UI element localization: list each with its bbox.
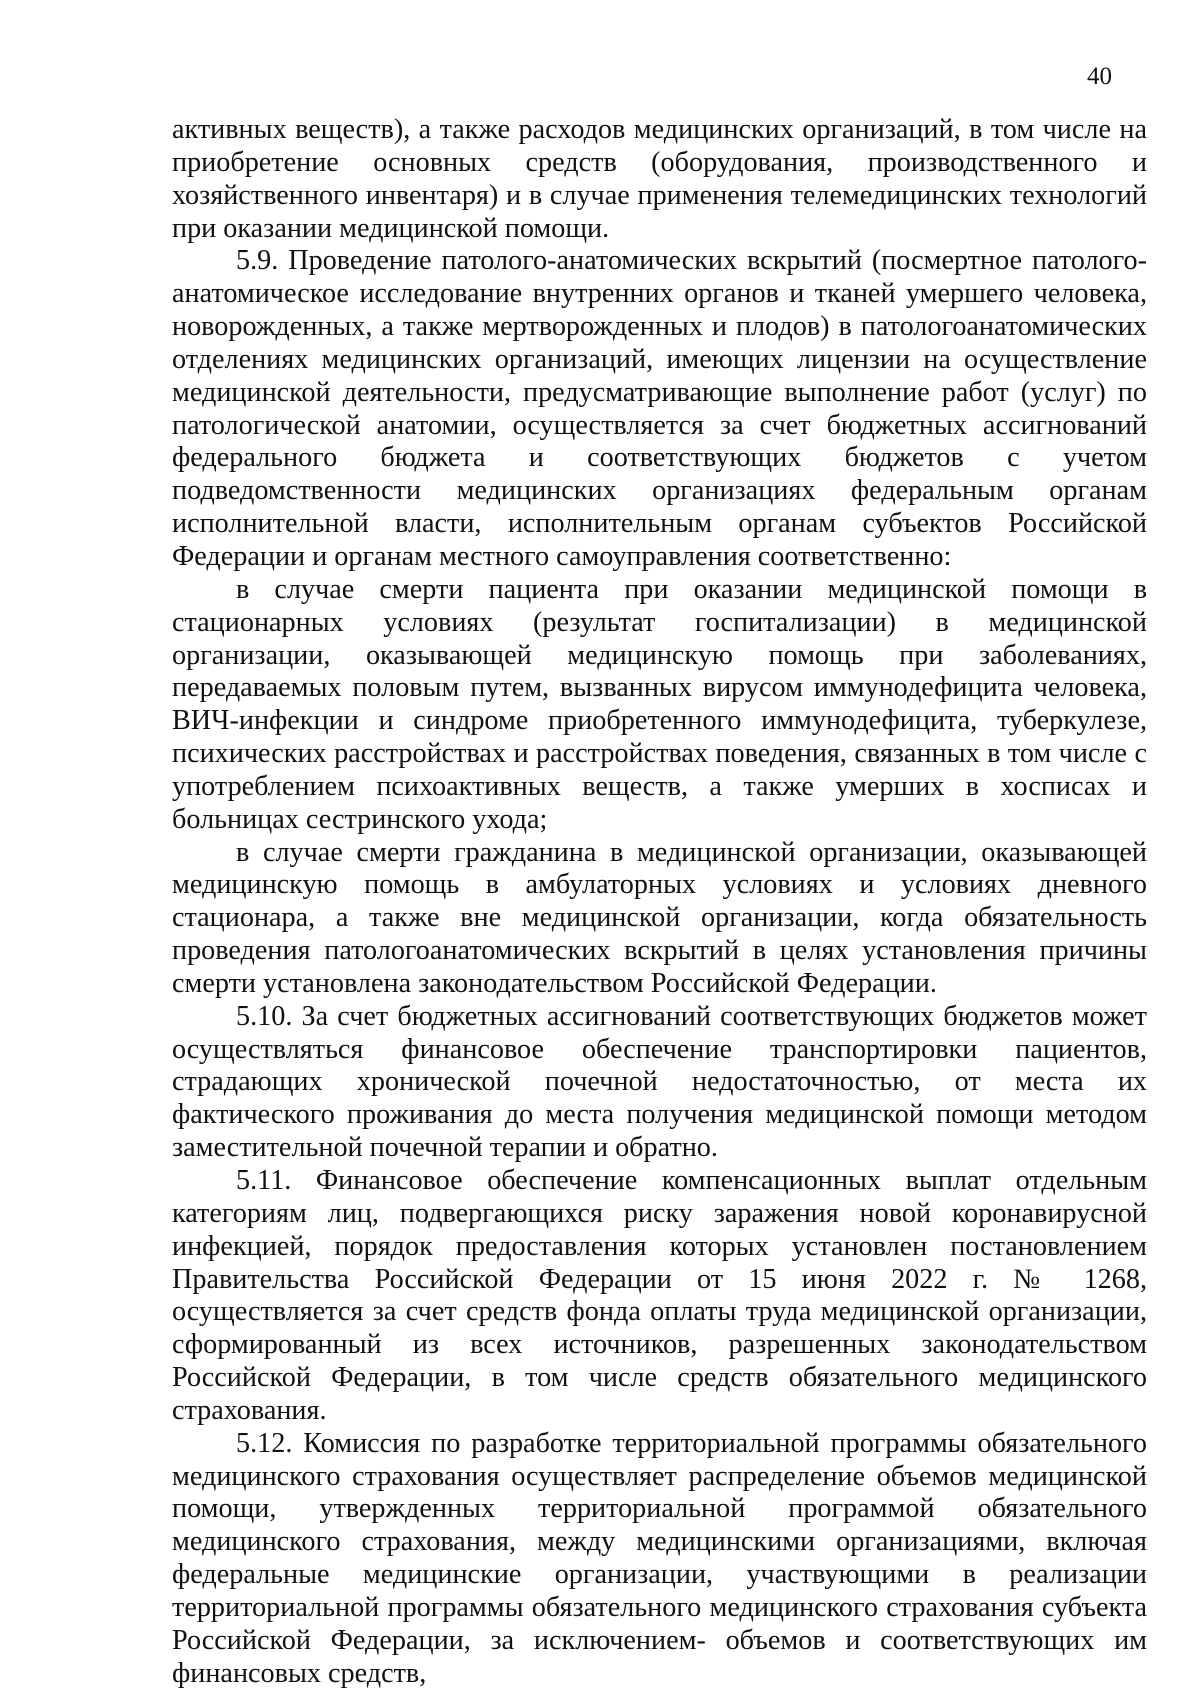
paragraph-5-12: 5.12. Комиссия по разработке территориальной программы обязательного медицинского страхования осуществляет распределение объемов медицинской помощи, утвержденных территориальной программой обязательного медицинского страхования, между медицинскими организациями, включая федеральные медицинские организации, участвующими в реализации территориальной программы обязательного медицинского страхования субъекта Российской Федерации, за исключением- объемов и соответствующих им финансовых средств,: [172, 1427, 1147, 1689]
paragraph-case-inpatient-death: в случае смерти пациента при оказании медицинской помощи в стационарных условиях (результат госпитализации) в медицинской организации, оказывающей медицинскую помощь при заболеваниях, передаваемых половым путем, вызванных вирусом иммунодефицита человека, ВИЧ-инфекции и синдроме приобретенного иммунодефицита, туберкулезе, психических расстройствах и расстройствах поведения, связанных в том числе с употреблением психоактивных веществ, а также умерших в хосписах и больницах сестринского ухода;: [172, 573, 1147, 835]
page-number: 40: [1087, 63, 1112, 90]
paragraph-5-10: 5.10. За счет бюджетных ассигнований соответствующих бюджетов может осуществляться финансовое обеспечение транспортировки пациентов, страдающих хронической почечной недостаточностью, от места их фактического проживания до места получения медицинской помощи методом заместительной почечной терапии и обратно.: [172, 1000, 1147, 1164]
paragraph-continuation: активных веществ), а также расходов медицинских организаций, в том числе на приобретение основных средств (оборудования, производственного и хозяйственного инвентаря) и в случае применения телемедицинских технологий при оказании медицинской помощи.: [172, 114, 1147, 244]
paragraph-5-9: 5.9. Проведение патолого-анатомических вскрытий (посмертное патолого-анатомическое исследование внутренних органов и тканей умершего человека, новорожденных, а также мертворожденных и плодов) в патологоанатомических отделениях медицинских организаций, имеющих лицензии на осуществление медицинской деятельности, предусматривающие выполнение работ (услуг) по патологической анатомии, осуществляется за счет бюджетных ассигнований федерального бюджета и соответствующих бюджетов с учетом подведомственности медицинских организациях федеральным органам исполнительной власти, исполнительным органам субъектов Российской Федерации и органам местного самоуправления соответственно:: [172, 245, 1147, 572]
document-body: [172, 114, 1147, 1691]
paragraph-5-11: 5.11. Финансовое обеспечение компенсационных выплат отдельным категориям лиц, подвергающихся риску заражения новой коронавирусной инфекцией, порядок предоставления которых установлен постановлением Правительства Российской Федерации от 15 июня 2022 г. № 1268, осуществляется за счет средств фонда оплаты труда медицинской организации, сформированный из всех источников, разрешенных законодательством Российской Федерации, в том числе средств обязательного медицинского страхования.: [172, 1165, 1147, 1426]
paragraph-case-outpatient-death: в случае смерти гражданина в медицинской организации, оказывающей медицинскую помощь в амбулаторных условиях и условиях дневного стационара, а также вне медицинской организации, когда обязательность проведения патологоанатомических вскрытий в целях установления причины смерти установлена законодательством Российской Федерации.: [172, 836, 1147, 999]
